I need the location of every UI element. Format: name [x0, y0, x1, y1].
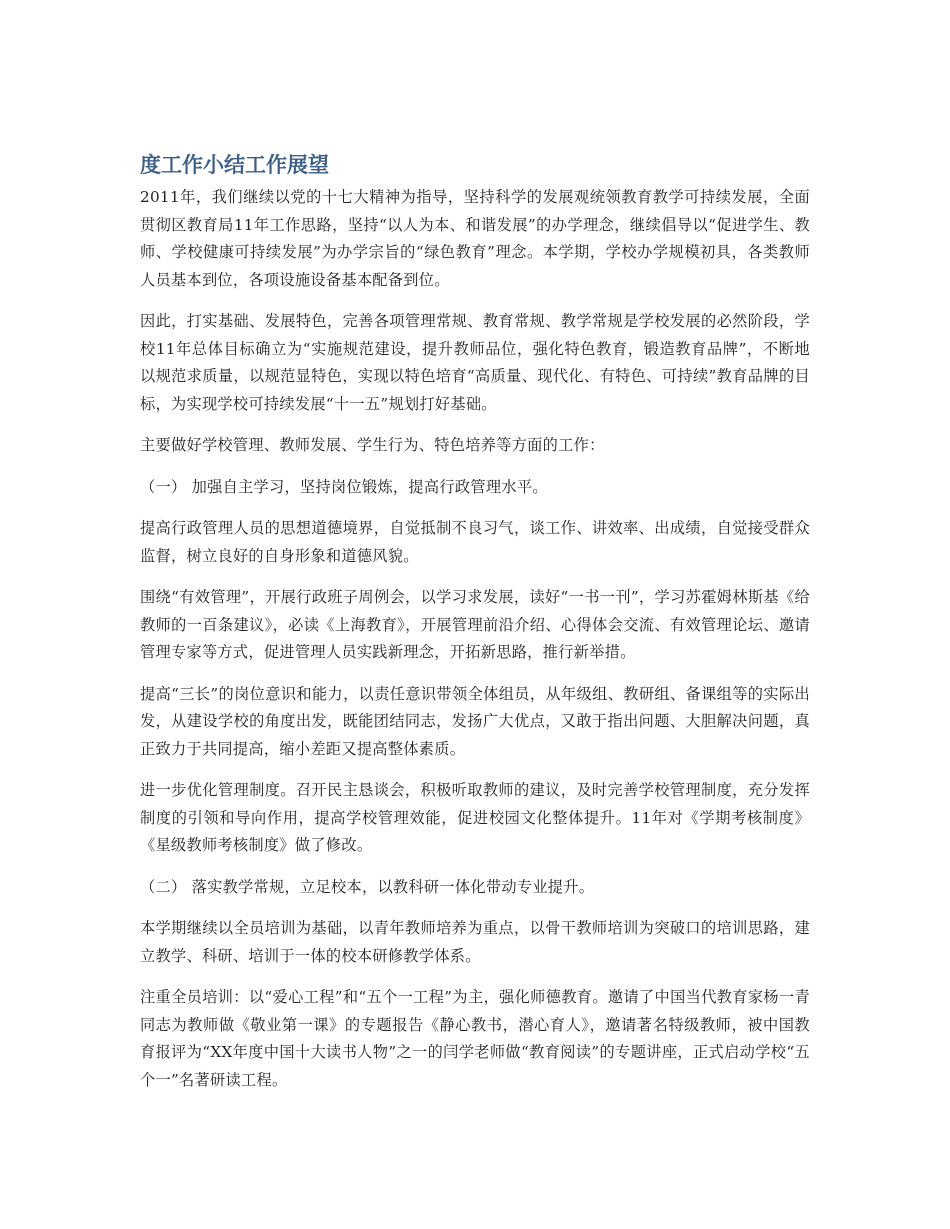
paragraph: 因此，打实基础、发展特色，完善各项管理常规、教育常规、教学常规是学校发展的必然阶段，学校11年总体目标确立为“实施规范建设，提升教师品位，强化特色教育，锻造教育品牌”，不断地以规范求质量，以规范显特色，实现以特色培育“高质量、现代化、有特色、可持续”教育品牌的目标，为实现学校可持续发展“十一五”规划打好基础。 — [140, 312, 810, 413]
section-heading: （一） 加强自主学习，坚持岗位锻炼，提高行政管理水平。 — [140, 477, 548, 496]
paragraph: 提高行政管理人员的思想道德境界，自觉抵制不良习气，谈工作、讲效率、出成绩，自觉接受群众监督，树立良好的自身形象和道德风貌。 — [140, 519, 810, 565]
paragraph: 主要做好学校管理、教师发展、学生行为、特色培养等方面的工作： — [140, 436, 605, 454]
document-page — [140, 150, 810, 1108]
paragraph: 进一步优化管理制度。召开民主恳谈会，积极听取教师的建议，及时完善学校管理制度，充分发挥制度的引领和导向作用，提高学校管理效能，促进校园文化整体提升。11年对《学期考核制度》《星级教师考核制度》做了修改。 — [140, 781, 810, 854]
paragraph: 2011年，我们继续以党的十七大精神为指导，坚持科学的发展观统领教育教学可持续发展，全面贯彻区教育局11年工作思路，坚持“以人为本、和谐发展”的办学理念，继续倡导以“促进学生、教师、学校健康可持续发展”为办学宗旨的“绿色教育”理念。本学期，学校办学规模初具，各类教师人员基本到位，各项设施设备基本配备到位。 — [140, 188, 810, 289]
paragraph: 注重全员培训：以“爱心工程”和“五个一工程”为主，强化师德教育。邀请了中国当代教育家杨一青同志为教师做《敬业第一课》的专题报告《静心教书，潜心育人》，邀请著名特级教师，被中国教育报评为“XX年度中国十大读书人物”之一的闫学老师做“教育阅读”的专题讲座，正式启动学校“五个一”名著研读工程。 — [140, 988, 810, 1089]
document-title: 度工作小结工作展望 — [140, 153, 329, 177]
paragraph: 围绕“有效管理”，开展行政班子周例会，以学习求发展，读好“一书一刊”，学习苏霍姆林斯基《给教师的一百条建议》，必读《上海教育》，开展管理前沿介绍、心得体会交流、有效管理论坛、邀请管理专家等方式，促进管理人员实践新理念，开拓新思路，推行新举措。 — [140, 588, 810, 661]
paragraph: 本学期继续以全员培训为基础，以青年教师培养为重点，以骨干教师培训为突破口的培训思路，建立教学、科研、培训于一体的校本研修教学体系。 — [140, 919, 810, 965]
section-heading: （二） 落实教学常规，立足校本，以教科研一体化带动专业提升。 — [140, 877, 595, 896]
paragraph: 提高“三长”的岗位意识和能力，以责任意识带领全体组员，从年级组、教研组、备课组等的实际出发，从建设学校的角度出发，既能团结同志，发扬广大优点，又敢于指出问题、大胆解决问题，真正致力于共同提高，缩小差距又提高整体素质。 — [140, 684, 810, 758]
